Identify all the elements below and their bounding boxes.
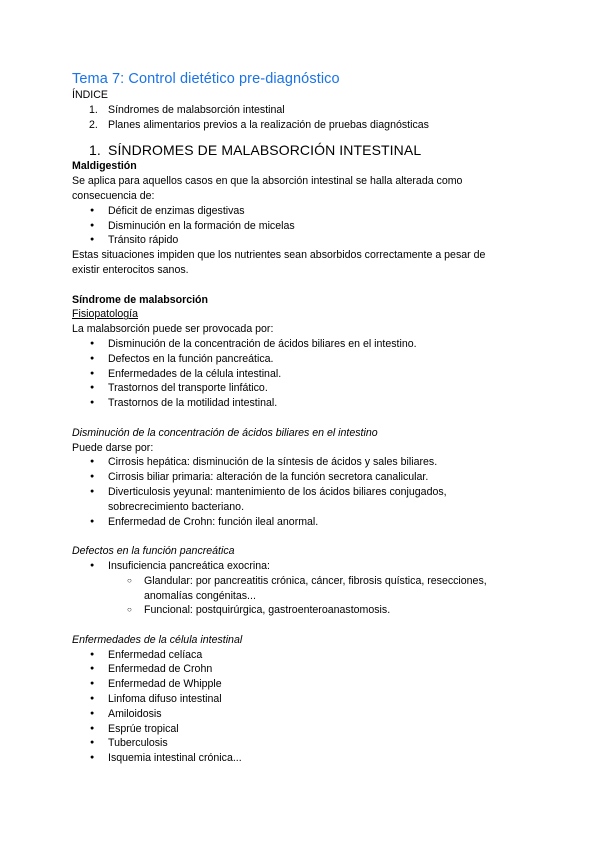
list-item: ● Enfermedad de Crohn	[72, 662, 532, 677]
list-item: ● Enfermedad celíaca	[72, 648, 532, 663]
list-item-line: Diverticulosis yeyunal: mantenimiento de los ácidos biliares conjugados,	[108, 485, 447, 498]
list-item: ● Déficit de enzimas digestivas	[72, 204, 532, 219]
list-item-line: anomalías congénitas...	[144, 589, 256, 602]
sub-list-item	[72, 574, 532, 604]
toc-item[interactable]	[72, 103, 532, 118]
document-title[interactable]: Tema 7: Control dietético pre-diagnóstico	[72, 71, 340, 87]
list-item: ● Tuberculosis	[72, 736, 532, 751]
sub-bullet-list	[72, 574, 532, 618]
fisiopatologia-subheading: Fisiopatología	[72, 308, 138, 321]
list-item-line: sobrecrecimiento bacteriano.	[108, 500, 245, 513]
sub-list-item: ○ Funcional: postquirúrgica, gastroenteroanastomosis.	[72, 603, 532, 618]
toc-text: Planes alimentarios previos a la realización de pruebas diagnósticas	[108, 119, 429, 132]
list-item: ● Tránsito rápido	[72, 233, 532, 248]
spacer	[72, 529, 532, 544]
list-item: ● Cirrosis hepática: disminución de la síntesis de ácidos y sales biliares.	[72, 455, 532, 470]
toc-number: 2.	[89, 119, 98, 132]
paragraph: consecuencia de:	[72, 189, 155, 202]
celula-heading: Enfermedades de la célula intestinal	[72, 633, 243, 646]
list-item: ● Disminución de la concentración de ácidos biliares en el intestino.	[72, 337, 532, 352]
toc-item[interactable]	[72, 118, 532, 133]
table-of-contents	[72, 103, 532, 134]
spacer	[72, 278, 532, 293]
list-item: ● Linfoma difuso intestinal	[72, 692, 532, 707]
bullet-list	[72, 559, 532, 574]
list-item: ● Disminución en la formación de micelas	[72, 219, 532, 234]
list-item: ● Insuficiencia pancreática exocrina:	[72, 559, 532, 574]
bullet-list	[72, 204, 532, 248]
acidos-heading: Disminución de la concentración de ácidos biliares en el intestino	[72, 426, 378, 439]
list-item: ● Trastornos de la motilidad intestinal.	[72, 396, 532, 411]
bullet-list	[72, 455, 532, 529]
toc-text: Síndromes de malabsorción intestinal	[108, 103, 285, 116]
paragraph: La malabsorción puede ser provocada por:	[72, 323, 274, 336]
list-item: ● Amiloidosis	[72, 707, 532, 722]
maldigestion-heading: Maldigestión	[72, 160, 137, 173]
list-item: ● Esprúe tropical	[72, 722, 532, 737]
list-item	[72, 485, 532, 515]
list-item: ● Enfermedad de Crohn: función ileal anormal.	[72, 515, 532, 530]
list-item: ● Trastornos del transporte linfático.	[72, 381, 532, 396]
list-item-line: Glandular: por pancreatitis crónica, cáncer, fibrosis quística, resecciones,	[144, 574, 487, 587]
list-item: ● Defectos en la función pancreática.	[72, 352, 532, 367]
bullet-list	[72, 337, 532, 411]
malabsorcion-heading: Síndrome de malabsorción	[72, 293, 208, 306]
index-heading: ÍNDICE	[72, 89, 108, 101]
document-page	[72, 70, 532, 766]
paragraph: Estas situaciones impiden que los nutrientes sean absorbidos correctamente a pesar de	[72, 249, 486, 262]
spacer	[72, 411, 532, 426]
paragraph: existir enterocitos sanos.	[72, 263, 189, 276]
bullet-list	[72, 648, 532, 766]
list-item: ● Isquemia intestinal crónica...	[72, 751, 532, 766]
spacer	[72, 618, 532, 633]
toc-number: 1.	[89, 103, 98, 116]
section-number: 1.	[89, 142, 101, 159]
paragraph: Se aplica para aquellos casos en que la absorción intestinal se halla alterada como	[72, 175, 463, 188]
pancreas-heading: Defectos en la función pancreática	[72, 545, 235, 558]
section-title: SÍNDROMES DE MALABSORCIÓN INTESTINAL	[108, 142, 422, 159]
list-item: ● Enfermedad de Whipple	[72, 677, 532, 692]
list-item: ● Cirrosis biliar primaria: alteración de la función secretora canalicular.	[72, 470, 532, 485]
list-item: ● Enfermedades de la célula intestinal.	[72, 367, 532, 382]
section-heading	[72, 142, 532, 159]
paragraph: Puede darse por:	[72, 441, 154, 454]
